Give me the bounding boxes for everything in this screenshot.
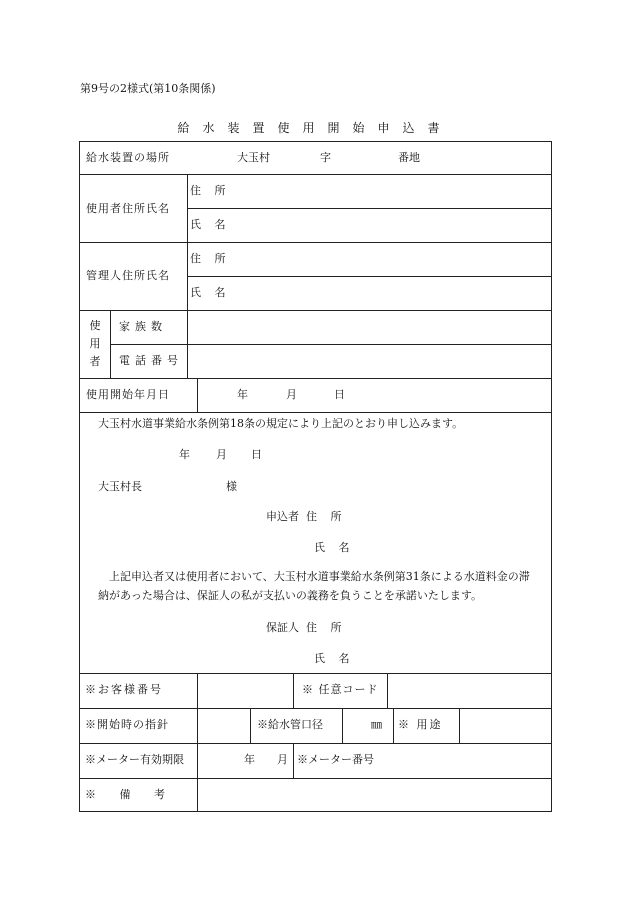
start-date-month: 月 [286, 388, 297, 401]
row-divider [80, 778, 551, 779]
phone-number-field[interactable] [192, 349, 546, 373]
column-divider [187, 310, 188, 378]
meter-expiry-label: ※メーター有効期限 [85, 753, 184, 766]
row-divider [187, 276, 551, 277]
column-divider [387, 673, 388, 708]
addressee: 大玉村長 [98, 480, 142, 493]
row-divider [80, 743, 551, 744]
application-date-day: 日 [251, 448, 262, 461]
application-date-month: 月 [216, 448, 227, 461]
pipe-diameter-unit: ㎜ [371, 718, 382, 731]
manager-address-name-label: 管理人住所氏名 [86, 269, 170, 282]
manager-address-label: 住 所 [190, 252, 231, 265]
location-village: 大玉村 [237, 151, 270, 164]
column-divider [293, 743, 294, 778]
guarantor-label: 保証人 [266, 621, 299, 634]
column-divider [197, 673, 198, 812]
row-divider [80, 310, 551, 311]
location-label: 給水装置の場所 [86, 151, 170, 164]
start-date-label: 使用開始年月日 [86, 388, 170, 401]
start-reading-label: ※開始時の指針 [85, 718, 169, 731]
location-aza: 字 [320, 151, 331, 164]
location-banchi: 番地 [398, 151, 420, 164]
row-divider [80, 174, 551, 175]
customer-number-label: ※お客様番号 [85, 683, 163, 696]
start-date-year: 年 [237, 388, 248, 401]
start-date-day: 日 [334, 388, 345, 401]
column-divider [393, 708, 394, 743]
column-divider [293, 673, 294, 708]
row-divider [80, 242, 551, 243]
addressee-honorific: 様 [226, 480, 237, 493]
family-count-field[interactable] [192, 315, 546, 339]
column-divider [250, 708, 251, 743]
usage-label: ※ 用途 [398, 718, 443, 731]
applicant-address-label: 住 所 [306, 510, 347, 523]
user-address-field[interactable] [230, 179, 546, 203]
meter-expiry-month: 月 [277, 753, 288, 766]
pipe-diameter-label: ※給水管口径 [257, 718, 323, 731]
manager-name-label: 氏 名 [190, 286, 231, 299]
meter-expiry-year: 年 [244, 753, 255, 766]
column-divider [187, 174, 188, 310]
row-divider [110, 344, 551, 345]
user-address-label: 住 所 [190, 184, 231, 197]
user-name-label: 氏 名 [190, 218, 231, 231]
column-divider [342, 708, 343, 743]
declaration-text: 大玉村水道事業給水条例第18条の規定により上記のとおり申し込みます。 [98, 417, 464, 430]
phone-number-label: 電話番号 [119, 354, 183, 367]
application-form-table [79, 141, 552, 812]
user-vertical-label: 使用者 [89, 319, 101, 368]
row-divider [187, 208, 551, 209]
remarks-label: ※ 備 考 [85, 788, 175, 801]
guarantor-name-label: 氏 名 [314, 652, 355, 665]
applicant-label: 申込者 [266, 510, 299, 523]
meter-number-label: ※メーター番号 [297, 753, 374, 766]
application-date-year: 年 [179, 448, 190, 461]
manager-address-field[interactable] [230, 247, 546, 271]
form-number: 第9号の2様式(第10条関係) [80, 82, 216, 95]
column-divider [110, 310, 111, 378]
guarantor-address-label: 住 所 [306, 621, 347, 634]
row-divider [80, 412, 551, 413]
optional-code-label: ※ 任意コード [302, 683, 379, 696]
user-name-field[interactable] [230, 213, 546, 237]
row-divider [80, 673, 551, 674]
manager-name-field[interactable] [230, 281, 546, 305]
applicant-name-label: 氏 名 [314, 541, 355, 554]
row-divider [80, 708, 551, 709]
column-divider [197, 378, 198, 412]
column-divider [459, 708, 460, 743]
family-count-label: 家族数 [119, 320, 167, 333]
row-divider [80, 378, 551, 379]
user-address-name-label: 使用者住所氏名 [86, 202, 170, 215]
guarantee-clause: 上記申込者又は使用者において、大玉村水道事業給水条例第31条による水道料金の滞納があった場合は、保証人の私が支払いの義務を負うことを承諾いたします。 [98, 570, 530, 602]
form-title: 給水装置使用開始申込書 [177, 121, 453, 135]
